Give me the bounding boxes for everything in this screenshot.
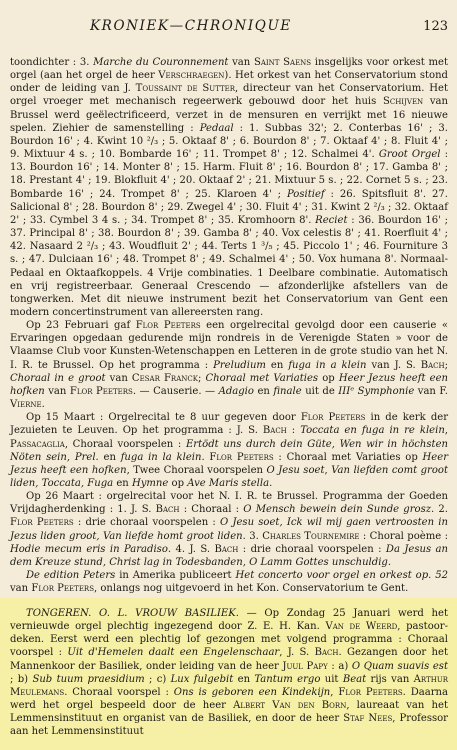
italic-text: O Jesu soet bbox=[266, 464, 325, 476]
text-run: . 3. bbox=[242, 530, 263, 542]
small-caps-name: Bach bbox=[155, 504, 180, 516]
small-caps-name: Toussaint de Sutter bbox=[135, 83, 236, 95]
text-run: . bbox=[387, 556, 392, 568]
text-run: . Choraal voorspel : bbox=[64, 686, 174, 698]
text-run: een orgelrecital gevolgd door een causerie « Ervaringen opgedaan gedurende mijn rondreis in de Verenigde Staten » voor de Vlaamse Club voor Kunsten-Wetenschappen en Letteren in de grote studio van het N. I. R. te Brussel. Op het programma : bbox=[10, 320, 448, 371]
italic-text: Van liefden comt groot liden, Toccata, Fuga bbox=[10, 464, 448, 489]
text-run: . bbox=[201, 451, 210, 463]
text-run: uit de bbox=[301, 385, 339, 397]
text-run: van bbox=[10, 583, 32, 595]
text-run: , Choraal voorspelen : bbox=[64, 438, 186, 450]
italic-text: Choraal in e groot bbox=[10, 372, 106, 384]
text-run: van J. S. bbox=[366, 359, 421, 371]
italic-text: Toccata en fuga in re klein bbox=[300, 425, 445, 437]
small-caps-name: Flor Peeters bbox=[10, 517, 74, 529]
text-run: en bbox=[113, 478, 132, 489]
text-run: in Amerika publiceert bbox=[115, 570, 236, 582]
page-header bbox=[10, 18, 448, 35]
running-title: KRONIEK—CHRONIQUE bbox=[90, 18, 292, 34]
text-run: , laureaat van het Lemmensinstituut en organist van de Basiliek, en door de heer bbox=[10, 700, 448, 725]
small-caps-name: Bach bbox=[420, 359, 445, 371]
italic-text: Sub tuum praesidium bbox=[32, 673, 145, 685]
text-run: . Gezangen door het Mannenkoor der Basiliek, onder leiding van de heer bbox=[10, 647, 448, 672]
italic-text: Pedaal bbox=[199, 122, 234, 134]
text-run: : Choraal met Variaties op bbox=[273, 451, 423, 463]
text-run: , bbox=[444, 425, 448, 437]
text-run: . 4. J. S. bbox=[167, 543, 215, 555]
small-caps-name: Passacaglia bbox=[10, 438, 65, 450]
text-run: . Daarna werd het orgel bespeeld door de heer bbox=[10, 686, 449, 712]
paragraph-15-maart bbox=[10, 411, 448, 490]
text-run: uit bbox=[320, 673, 343, 685]
italic-text: Positief bbox=[286, 188, 325, 200]
text-run: rijs van bbox=[366, 673, 414, 685]
italic-text: TONGEREN. O. L. VROUW BASILIEK bbox=[26, 608, 236, 619]
text-run: en bbox=[233, 673, 255, 685]
italic-text: finale bbox=[273, 385, 302, 397]
text-run: van F. bbox=[414, 385, 449, 397]
text-run: insgelijks voor orkest met orgel (aan het orgel de heer bbox=[10, 57, 448, 82]
small-caps-name: Flor Peeters bbox=[209, 451, 274, 463]
small-caps-name: Bach bbox=[214, 543, 239, 555]
text-run: : 1. Subbas 32'; 2. Conterbas 16' ; 3. Bourdon 16' ; 4. Kwint 10 ²/₃ ; 5. Oktaaf 8' ; 6. Bourdon 8' ; 7. Oktaaf 4' ; 8. Fluit 4' ; 9. Mixtuur 4 s. ; 10. Bombarde 16' ; 11. Trompet 8' ; 12. Schalmei 4'. bbox=[10, 122, 448, 161]
text-run: en bbox=[98, 451, 121, 463]
italic-text: Het concerto voor orgel en orkest op. 52 bbox=[235, 570, 448, 582]
text-run: en bbox=[253, 385, 274, 397]
small-caps-name: Verschraegen bbox=[158, 70, 225, 82]
italic-text: Reciet bbox=[315, 214, 348, 226]
text-run: : Choral poème : bbox=[359, 530, 448, 542]
italic-text: Marche du Couronnement bbox=[93, 57, 229, 68]
text-run: toondichter : 3. bbox=[10, 57, 94, 68]
paragraph-23-februari bbox=[10, 319, 448, 411]
italic-text: Hodie mecum eris in Paradiso bbox=[10, 543, 168, 555]
paragraph-tongeren bbox=[10, 607, 448, 739]
small-caps-name: Cesar Franck bbox=[131, 372, 198, 384]
small-caps-name: Staf Nees bbox=[343, 713, 393, 725]
text-run: en bbox=[265, 359, 289, 371]
text-run: : 13. Bourdon 16' ; 14. Monter 8' ; 15. Harm. Fluit 8' ; 16. Bourdon 8' ; 17. Gamba 8' ; 18. Prestant 4' ; 19. Blokfluit 4' ; 20. Oktaaf 2' ; 21. Mixtuur 5 s. ; 22. Cornet 5 s. ; 23. Bombarde 16' ; 24. Trompet 8' ; 25. Klaroen 4' ; bbox=[10, 149, 448, 200]
small-caps-name: Bach bbox=[262, 425, 287, 437]
small-caps-name: Flor Peeters bbox=[300, 412, 366, 424]
italic-text: Preludium bbox=[213, 359, 266, 371]
italic-text: O Mensch bewein dein Sunde grosz bbox=[243, 504, 432, 516]
italic-text: fuga in la klein bbox=[120, 451, 202, 463]
small-caps-name: Charles Tournemire bbox=[262, 530, 360, 542]
text-run: : Choraal : bbox=[179, 504, 244, 516]
page-number: 123 bbox=[423, 19, 448, 34]
text-run: van bbox=[228, 57, 254, 68]
text-run: van bbox=[105, 372, 132, 384]
small-caps-name: Schijven bbox=[382, 96, 424, 108]
small-caps-name: Arthur Meulemans bbox=[10, 673, 449, 698]
text-run: . — Op Zondag 25 Januari werd het vernieuwde orgel plechtig ingezegend door Z. E. H. Kan. bbox=[10, 608, 448, 633]
text-run: ; bbox=[444, 359, 448, 371]
text-run: van bbox=[44, 385, 70, 397]
italic-text: Heer Jezus heeft een hofken bbox=[10, 451, 449, 476]
italic-text: Ons is geboren een Kindekijn bbox=[173, 686, 331, 698]
small-caps-name: Bach bbox=[314, 647, 339, 659]
text-run: in de kerk der Jezuieten te Leuven. Op het programma : J. S. bbox=[10, 412, 448, 437]
text-run: van Brussel werd geëlectrificeerd, verzet in de mensuren en verrijkt met 16 nieuwe spelen. Ziehier de samenstelling : bbox=[10, 96, 449, 134]
italic-text: IIIᵉ Symphonie bbox=[338, 385, 415, 397]
text-run: : bbox=[286, 425, 301, 437]
small-caps-name: Flor Peeters bbox=[338, 686, 403, 698]
italic-text: Heer Jezus heeft een hofken bbox=[10, 372, 448, 397]
small-caps-name: Vierne bbox=[10, 399, 42, 411]
text-run: : drie choraal voorspelen : bbox=[238, 543, 386, 555]
text-run: ; bbox=[197, 372, 206, 384]
text-run: op bbox=[168, 478, 188, 489]
text-run: . 2. bbox=[431, 504, 449, 516]
text-run: : 26. Spitsfluit 8'. 27. Salicional 8' ; 28. Bourdon 8' ; 29. Zwegel 4' ; 30. Fluit 4' ; 31. Kwint 2 ²/₃ ; 32. Oktaaf 2' ; 33. Cymbel 3 4 s. ; 34. Trompet 8' ; 35. Kromhoorn 8'. bbox=[10, 188, 448, 226]
italic-text: Uit d'Hemelen daalt een Engelenschaar bbox=[67, 647, 280, 659]
article-body bbox=[10, 56, 448, 595]
text-run: , pastoor-deken. Eerst werd een plechtig lof gezongen met volgend programma : Choraal voorspel : bbox=[10, 621, 449, 659]
text-run: , Twee Choraal voorspelen bbox=[126, 464, 267, 476]
text-run: . — Causerie. — bbox=[132, 385, 219, 397]
italic-text: Ave Maris stella bbox=[187, 478, 270, 489]
text-run: , J. S. bbox=[279, 647, 315, 659]
text-run: , directeur van het Conservatorium. Het orgel vroeger met mechanisch regeerwerk gebouwd door het huis bbox=[10, 83, 448, 108]
small-caps-name: Saint Saens bbox=[253, 57, 312, 68]
paragraph-saint-saens bbox=[10, 56, 448, 319]
text-run: op bbox=[318, 372, 339, 384]
italic-text: De edition Peters bbox=[26, 570, 116, 582]
text-run: : a) bbox=[327, 660, 352, 672]
italic-text: Choraal met Variaties bbox=[205, 372, 319, 384]
small-caps-name: Albert Van den Born bbox=[233, 700, 347, 712]
text-run: : drie choraal voorspelen : bbox=[73, 517, 220, 529]
italic-text: O Jesu soet, Ick wil mij gaen vertroosten in Jezus liden groot, Van liefde homt groot liden bbox=[10, 517, 448, 542]
italic-text: Ertödt uns durch dein Güte, Wen wir in höchsten Nöten sein, Prel. bbox=[10, 438, 449, 463]
text-run: , bbox=[324, 464, 332, 476]
text-run: , bbox=[330, 686, 339, 698]
small-caps-name: Flor Peeters bbox=[69, 385, 133, 397]
text-run: . bbox=[269, 478, 273, 489]
italic-text: Da Jesus an dem Kreuze stund, Christ lag in Todesbanden, O Lamm Gottes unschuldig bbox=[10, 543, 448, 568]
paragraph-26-maart bbox=[10, 490, 448, 569]
tongeren-section bbox=[10, 607, 448, 739]
italic-text: O Quam suavis est bbox=[351, 660, 448, 672]
italic-text: Tantum ergo bbox=[254, 673, 321, 685]
text-run: , onlangs nog uitgevoerd in het Kon. Conservatorium te Gent. bbox=[94, 583, 409, 595]
small-caps-name: Flor Peeters bbox=[135, 320, 201, 332]
text-run: , Professor aan het Lemmensinstituut bbox=[10, 713, 448, 738]
text-run: Op 15 Maart : Orgelrecital te 8 uur gegeven door bbox=[26, 412, 301, 424]
paragraph-edition-peters bbox=[10, 569, 448, 595]
small-caps-name: Van de Weerd bbox=[325, 621, 398, 633]
text-run: Op 23 Februari gaf bbox=[26, 320, 136, 332]
small-caps-name: Flor Peeters bbox=[31, 583, 94, 595]
italic-text: Adagio bbox=[218, 385, 254, 397]
text-run: : 36. Bourdon 16' ; 37. Principal 8' ; 38. Bourdon 8' ; 39. Gamba 8' ; 40. Vox celestis 8' ; 41. Roerfluit 4' ; 42. Nasaard 2 ²/₃ ; 43. Woudfluit 2' ; 44. Terts 1 ³/₅ ; 45. Piccolo 1' ; 46. Fourniture 3 s. ; 47. Dulciaan 16' ; 48. Trompet 8' ; 49. Schalmei 4' ; 50. Vox humana 8'. Normaal- Pedaal en Oktaafkoppels. 4 Vrije combinaties. 1 Deelbare combinatie. Automatisch en vrij registreerbaar. Generaal Crescendo — afzonderlijke afstellers van de tongwerken. Met dit nieuwe instrument bezit het Conservatorium van Gent een modern concertinstrument van allereersten rang. bbox=[10, 214, 448, 318]
italic-text: Groot Orgel bbox=[378, 149, 441, 161]
italic-text: fuga in a klein bbox=[288, 359, 367, 371]
text-run: ; b) bbox=[10, 673, 33, 685]
text-run: ; c) bbox=[144, 673, 171, 685]
italic-text: Beat bbox=[342, 673, 367, 685]
text-run: ). Het orkest van het Conservatorium stond onder de leiding van J. bbox=[10, 70, 448, 95]
text-run: Op 26 Maart : orgelrecital voor het N. I. R. te Brussel. Programma der Goeden Vrijdagherdenking : 1. J. S. bbox=[10, 491, 448, 516]
text-run: . bbox=[41, 399, 45, 411]
small-caps-name: Juul Papy bbox=[282, 660, 328, 672]
italic-text: Lux fulgebit bbox=[170, 673, 234, 685]
italic-text: Hymne bbox=[131, 478, 169, 489]
